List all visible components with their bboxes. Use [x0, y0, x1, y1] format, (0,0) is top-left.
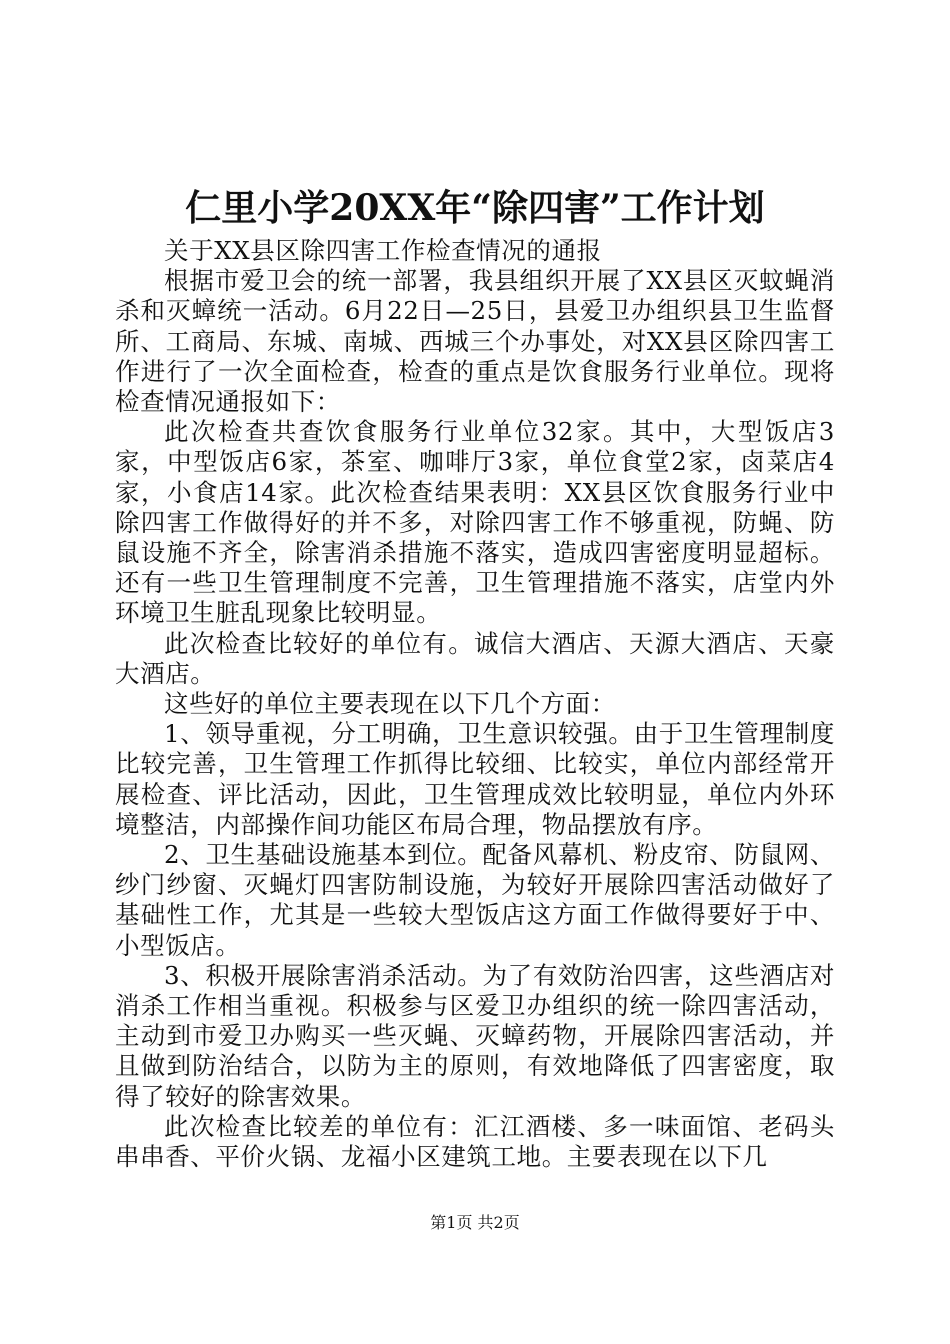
paragraph-good-aspects-intro: 这些好的单位主要表现在以下几个方面：	[164, 689, 616, 719]
paragraph-notice-heading: 关于XX县区除四害工作检查情况的通报	[164, 236, 602, 265]
paragraph-poor-units: 此次检查比较差的单位有：汇江酒楼、多一味面馆、老码头串串香、平价火锅、龙福小区建筑工地。主要表现在以下几	[115, 1111, 835, 1172]
paragraph-point-2: 2、卫生基础设施基本到位。配备风幕机、粉皮帘、防鼠网、纱门纱窗、灭蝇灯四害防制设施，为较好开展除四害活动做好了基础性工作，尤其是一些较大型饭店这方面工作做得要好于中、小型饭店。	[115, 840, 835, 960]
paragraph-good-units: 此次检查比较好的单位有。诚信大酒店、天源大酒店、天豪大酒店。	[115, 628, 835, 688]
paragraph-point-1: 1、领导重视，分工明确，卫生意识较强。由于卫生管理制度比较完善，卫生管理工作抓得比较细、比较实，单位内部经常开展检查、评比活动，因此，卫生管理成效比较明显，单位内外环境整洁，内部操作间功能区布局合理，物品摆放有序。	[115, 719, 835, 839]
paragraph-inspection-summary: 此次检查共查饮食服务行业单位32家。其中，大型饭店3家，中型饭店6家，茶室、咖啡厅3家，单位食堂2家，卤菜店4家，小食店14家。此次检查结果表明：XX县区饮食服务行业中除四害工作做得好的并不多，对除四害工作不够重视，防蝇、防鼠设施不齐全，除害消杀措施不落实，造成四害密度明显超标。还有一些卫生管理制度不完善，卫生管理措施不落实，店堂内外环境卫生脏乱现象比较明显。	[115, 417, 835, 628]
paragraph-intro: 根据市爱卫会的统一部署，我县组织开展了XX县区灭蚊蝇消杀和灭蟑统一活动。6月22日—25日，县爱卫办组织县卫生监督所、工商局、东城、南城、西城三个办事处，对XX县区除四害工作进行了一次全面检查，检查的重点是饮食服务行业单位。现将检查情况通报如下：	[115, 266, 835, 417]
page-number-footer: 第1页 共2页	[430, 1213, 520, 1232]
document-title: 仁里小学20XX年“除四害”工作计划	[185, 187, 765, 229]
paragraph-point-3: 3、积极开展除害消杀活动。为了有效防治四害，这些酒店对消杀工作相当重视。积极参与区爱卫办组织的统一除四害活动，主动到市爱卫办购买一些灭蝇、灭蟑药物，开展除四害活动，并且做到防治结合，以防为主的原则，有效地降低了四害密度，取得了较好的除害效果。	[115, 960, 835, 1111]
document-body	[115, 236, 835, 1172]
